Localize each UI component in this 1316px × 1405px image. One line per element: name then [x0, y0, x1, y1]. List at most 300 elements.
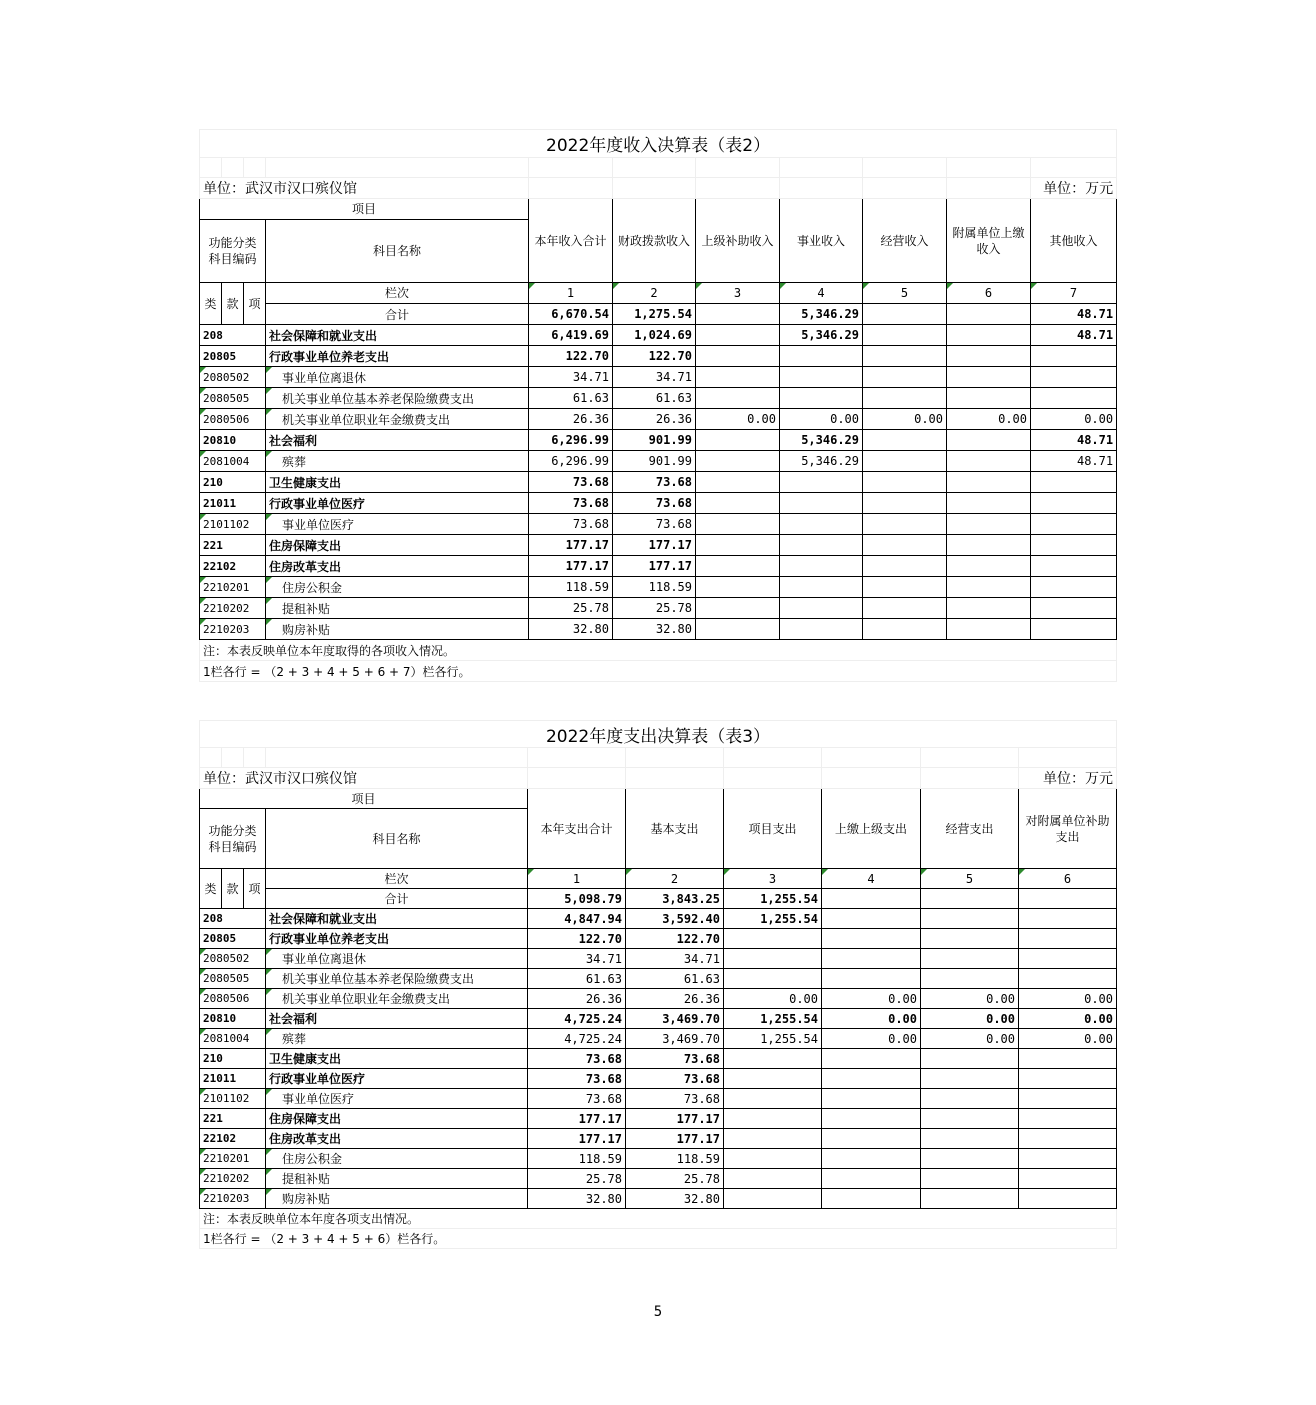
expense-row-value	[921, 1169, 1019, 1189]
expense-row-name: 卫生健康支出	[266, 1049, 528, 1069]
income-row-value	[696, 598, 780, 619]
income-row-value	[696, 430, 780, 451]
expense-row-name: 住房改革支出	[266, 1129, 528, 1149]
expense-row-code: 208	[200, 909, 266, 929]
expense-row-value	[1019, 1089, 1117, 1109]
income-row-name: 机关事业单位基本养老保险缴费支出	[266, 388, 529, 409]
expense-row-code: 2210201	[200, 1149, 266, 1169]
expense-row-name: 行政事业单位医疗	[266, 1069, 528, 1089]
income-row-code: 2080505	[200, 388, 266, 409]
income-row-value	[947, 430, 1031, 451]
expense-table-row	[200, 1109, 1117, 1129]
income-header-lanci: 栏次	[266, 283, 529, 304]
expense-table-row	[200, 909, 1117, 929]
expense-col-1-number: 1	[528, 869, 626, 889]
income-row-value	[1031, 514, 1117, 535]
income-row-name: 殡葬	[266, 451, 529, 472]
income-row-value	[696, 388, 780, 409]
expense-unit-right: 单位：万元	[1019, 768, 1117, 789]
income-row-value: 48.71	[1031, 451, 1117, 472]
income-row-code: 2080506	[200, 409, 266, 430]
income-row-value	[863, 325, 947, 346]
expense-row-value	[921, 929, 1019, 949]
income-row-value: 32.80	[613, 619, 696, 640]
income-row-value: 25.78	[613, 598, 696, 619]
income-table-row	[200, 619, 1117, 640]
income-row-name: 住房保障支出	[266, 535, 529, 556]
expense-row-value: 73.68	[626, 1069, 724, 1089]
income-row-value	[1031, 556, 1117, 577]
expense-note-1: 注：本表反映单位本年度各项支出情况。	[200, 1209, 1117, 1229]
income-row-value: 1,024.69	[613, 325, 696, 346]
income-row-value: 901.99	[613, 451, 696, 472]
expense-row-value: 118.59	[626, 1149, 724, 1169]
expense-col-4-number: 4	[822, 869, 921, 889]
income-row-name: 提租补贴	[266, 598, 529, 619]
expense-row-value	[724, 929, 822, 949]
expense-row-value	[724, 1189, 822, 1209]
income-row-value: 34.71	[529, 367, 613, 388]
expense-row-code: 2081004	[200, 1029, 266, 1049]
income-row-code: 22102	[200, 556, 266, 577]
expense-row-code: 2210202	[200, 1169, 266, 1189]
expense-table-row	[200, 1089, 1117, 1109]
expense-row-value	[724, 1169, 822, 1189]
income-row-value: 6,296.99	[529, 451, 613, 472]
expense-row-value: 1,255.54	[724, 1009, 822, 1029]
income-row-value: 61.63	[613, 388, 696, 409]
income-total-value	[696, 304, 780, 325]
income-table-row	[200, 367, 1117, 388]
expense-table-row	[200, 969, 1117, 989]
expense-col-2-number: 2	[626, 869, 724, 889]
expense-row-name: 事业单位医疗	[266, 1089, 528, 1109]
income-table-row	[200, 514, 1117, 535]
expense-row-value	[724, 949, 822, 969]
expense-row-value	[1019, 1129, 1117, 1149]
expense-row-value: 1,255.54	[724, 909, 822, 929]
expense-total-value	[822, 889, 921, 909]
expense-total-label: 合计	[266, 889, 528, 909]
expense-row-code: 21011	[200, 1069, 266, 1089]
expense-row-value	[921, 909, 1019, 929]
expense-row-value: 3,469.70	[626, 1029, 724, 1049]
income-row-value	[696, 346, 780, 367]
expense-header-xiang: 项	[244, 869, 266, 909]
expense-row-value	[1019, 1169, 1117, 1189]
income-row-value	[947, 535, 1031, 556]
expense-row-value: 3,469.70	[626, 1009, 724, 1029]
income-total-value: 1,275.54	[613, 304, 696, 325]
income-row-value	[780, 619, 863, 640]
income-row-value	[696, 619, 780, 640]
income-table-row	[200, 535, 1117, 556]
expense-table-row	[200, 1009, 1117, 1029]
expense-row-value: 4,725.24	[528, 1009, 626, 1029]
expense-row-value: 34.71	[626, 949, 724, 969]
income-row-code: 208	[200, 325, 266, 346]
income-row-value	[780, 577, 863, 598]
income-row-name: 机关事业单位职业年金缴费支出	[266, 409, 529, 430]
income-row-value	[780, 493, 863, 514]
expense-row-value: 0.00	[921, 1029, 1019, 1049]
expense-row-value	[724, 1109, 822, 1129]
income-row-value: 118.59	[613, 577, 696, 598]
expense-row-value	[724, 1049, 822, 1069]
income-table-row	[200, 577, 1117, 598]
expense-col-4-header: 上缴上级支出	[822, 789, 921, 869]
expense-row-code: 210	[200, 1049, 266, 1069]
expense-col-3-header: 项目支出	[724, 789, 822, 869]
expense-total-value: 5,098.79	[528, 889, 626, 909]
expense-col-2-header: 基本支出	[626, 789, 724, 869]
income-table-row	[200, 346, 1117, 367]
income-col-2-number: 2	[613, 283, 696, 304]
expense-row-value: 73.68	[626, 1049, 724, 1069]
income-col-1-number: 1	[529, 283, 613, 304]
expense-row-name: 社会福利	[266, 1009, 528, 1029]
income-row-value: 0.00	[696, 409, 780, 430]
expense-header-lei: 类	[200, 869, 222, 909]
expense-row-value: 0.00	[1019, 989, 1117, 1009]
income-row-name: 卫生健康支出	[266, 472, 529, 493]
expense-row-name: 机关事业单位基本养老保险缴费支出	[266, 969, 528, 989]
expense-header-name: 科目名称	[266, 809, 528, 869]
expense-header-kuan: 款	[222, 869, 244, 909]
income-row-value: 177.17	[613, 535, 696, 556]
income-row-value	[1031, 535, 1117, 556]
expense-table-title: 2022年度支出决算表（表3）	[200, 721, 1117, 748]
expense-row-value: 25.78	[528, 1169, 626, 1189]
income-header-code: 功能分类 科目编码	[200, 220, 266, 283]
expense-row-value: 177.17	[528, 1109, 626, 1129]
income-row-value	[1031, 577, 1117, 598]
income-row-name: 事业单位离退休	[266, 367, 529, 388]
income-table-row	[200, 388, 1117, 409]
income-row-value	[863, 346, 947, 367]
income-row-value: 26.36	[529, 409, 613, 430]
income-row-value	[863, 472, 947, 493]
expense-row-value: 0.00	[921, 1009, 1019, 1029]
expense-row-code: 20810	[200, 1009, 266, 1029]
expense-total-value	[1019, 889, 1117, 909]
income-row-value	[780, 556, 863, 577]
income-row-value	[780, 472, 863, 493]
income-col-3-header: 上级补助收入	[696, 199, 780, 283]
income-total-value	[863, 304, 947, 325]
expense-row-value: 32.80	[626, 1189, 724, 1209]
income-row-value: 5,346.29	[780, 451, 863, 472]
expense-row-value	[921, 1149, 1019, 1169]
income-row-value	[863, 430, 947, 451]
income-row-code: 2210203	[200, 619, 266, 640]
income-row-value: 73.68	[529, 472, 613, 493]
income-header-kuan: 款	[222, 283, 244, 325]
expense-col-3-number: 3	[724, 869, 822, 889]
expense-table-row	[200, 1169, 1117, 1189]
income-row-name: 事业单位医疗	[266, 514, 529, 535]
expense-row-value	[822, 1089, 921, 1109]
expense-row-value	[1019, 1069, 1117, 1089]
expense-row-name: 提租补贴	[266, 1169, 528, 1189]
income-row-value	[1031, 619, 1117, 640]
income-row-value: 0.00	[1031, 409, 1117, 430]
expense-table-row	[200, 1129, 1117, 1149]
expense-row-value	[921, 1109, 1019, 1129]
income-row-value	[947, 598, 1031, 619]
expense-col-5-header: 经营支出	[921, 789, 1019, 869]
expense-row-value	[1019, 1049, 1117, 1069]
expense-row-value	[921, 1189, 1019, 1209]
expense-row-code: 2080505	[200, 969, 266, 989]
expense-total-value: 3,843.25	[626, 889, 724, 909]
expense-row-value: 26.36	[626, 989, 724, 1009]
expense-row-code: 221	[200, 1109, 266, 1129]
income-row-value: 48.71	[1031, 325, 1117, 346]
expense-row-value: 0.00	[921, 989, 1019, 1009]
income-row-value	[1031, 388, 1117, 409]
income-row-code: 2080502	[200, 367, 266, 388]
expense-col-6-header: 对附属单位补助支出	[1019, 789, 1117, 869]
expense-row-value	[1019, 969, 1117, 989]
income-row-value: 177.17	[529, 535, 613, 556]
income-row-name: 住房公积金	[266, 577, 529, 598]
income-col-3-number: 3	[696, 283, 780, 304]
income-row-value	[947, 577, 1031, 598]
expense-row-value: 177.17	[626, 1109, 724, 1129]
income-row-value	[947, 619, 1031, 640]
income-table-sheet	[199, 129, 1116, 682]
expense-row-value: 61.63	[626, 969, 724, 989]
expense-table-row	[200, 1189, 1117, 1209]
expense-row-value	[724, 1129, 822, 1149]
expense-row-value	[822, 1169, 921, 1189]
income-row-code: 210	[200, 472, 266, 493]
income-total-value	[947, 304, 1031, 325]
income-row-value: 48.71	[1031, 430, 1117, 451]
expense-row-value: 25.78	[626, 1169, 724, 1189]
expense-row-value: 0.00	[1019, 1029, 1117, 1049]
income-table-row	[200, 325, 1117, 346]
income-col-7-header: 其他收入	[1031, 199, 1117, 283]
expense-row-value: 73.68	[626, 1089, 724, 1109]
income-col-4-number: 4	[780, 283, 863, 304]
expense-row-value: 4,725.24	[528, 1029, 626, 1049]
income-row-name: 社会保障和就业支出	[266, 325, 529, 346]
expense-row-value: 73.68	[528, 1069, 626, 1089]
income-row-code: 221	[200, 535, 266, 556]
expense-row-value	[724, 1149, 822, 1169]
expense-row-name: 机关事业单位职业年金缴费支出	[266, 989, 528, 1009]
income-row-value	[696, 493, 780, 514]
income-row-value: 177.17	[613, 556, 696, 577]
income-header-name: 科目名称	[266, 220, 529, 283]
expense-row-value: 32.80	[528, 1189, 626, 1209]
expense-table-row	[200, 1069, 1117, 1089]
income-row-value: 6,296.99	[529, 430, 613, 451]
income-row-value: 177.17	[529, 556, 613, 577]
income-table-body	[200, 325, 1117, 640]
income-note-1: 注：本表反映单位本年度取得的各项收入情况。	[200, 640, 1117, 661]
expense-row-value	[822, 929, 921, 949]
expense-row-value	[921, 1089, 1019, 1109]
income-row-value: 61.63	[529, 388, 613, 409]
expense-table-row	[200, 949, 1117, 969]
income-row-value	[696, 514, 780, 535]
income-table-row	[200, 493, 1117, 514]
income-row-value	[947, 472, 1031, 493]
income-row-value: 34.71	[613, 367, 696, 388]
income-row-value	[1031, 367, 1117, 388]
expense-row-value: 118.59	[528, 1149, 626, 1169]
expense-table	[199, 720, 1117, 1249]
expense-table-body	[200, 909, 1117, 1209]
income-total-label: 合计	[266, 304, 529, 325]
expense-row-value	[1019, 1149, 1117, 1169]
expense-row-value	[822, 1189, 921, 1209]
income-header-item: 项目	[200, 199, 529, 220]
expense-row-code: 2210203	[200, 1189, 266, 1209]
income-total-value: 5,346.29	[780, 304, 863, 325]
expense-row-value: 3,592.40	[626, 909, 724, 929]
income-row-value: 122.70	[613, 346, 696, 367]
expense-row-value	[822, 1149, 921, 1169]
income-row-value: 73.68	[529, 493, 613, 514]
income-col-2-header: 财政拨款收入	[613, 199, 696, 283]
income-row-name: 住房改革支出	[266, 556, 529, 577]
expense-table-row	[200, 1029, 1117, 1049]
income-row-value	[863, 577, 947, 598]
income-row-value: 0.00	[863, 409, 947, 430]
income-row-value: 5,346.29	[780, 430, 863, 451]
income-row-name: 行政事业单位医疗	[266, 493, 529, 514]
income-total-value: 48.71	[1031, 304, 1117, 325]
expense-table-row	[200, 1049, 1117, 1069]
expense-row-name: 住房公积金	[266, 1149, 528, 1169]
income-col-6-header: 附属单位上缴收入	[947, 199, 1031, 283]
expense-row-value	[1019, 909, 1117, 929]
expense-row-value: 34.71	[528, 949, 626, 969]
expense-note-2: 1栏各行 = （2 + 3 + 4 + 5 + 6）栏各行。	[200, 1229, 1117, 1249]
expense-row-value: 0.00	[822, 1029, 921, 1049]
expense-row-value: 0.00	[822, 989, 921, 1009]
income-row-value	[863, 493, 947, 514]
income-row-value	[947, 367, 1031, 388]
expense-row-value	[822, 1049, 921, 1069]
expense-row-value	[1019, 949, 1117, 969]
income-unit-left: 单位：武汉市汉口殡仪馆	[200, 178, 529, 199]
expense-row-value: 26.36	[528, 989, 626, 1009]
expense-header-code: 功能分类 科目编码	[200, 809, 266, 869]
income-row-code: 2210202	[200, 598, 266, 619]
expense-row-value	[921, 1069, 1019, 1089]
expense-row-name: 购房补贴	[266, 1189, 528, 1209]
expense-row-name: 行政事业单位养老支出	[266, 929, 528, 949]
income-table-row	[200, 430, 1117, 451]
expense-row-name: 事业单位离退休	[266, 949, 528, 969]
expense-row-value: 73.68	[528, 1089, 626, 1109]
income-row-value: 73.68	[613, 472, 696, 493]
income-row-value: 32.80	[529, 619, 613, 640]
expense-row-name: 殡葬	[266, 1029, 528, 1049]
expense-row-value	[724, 969, 822, 989]
income-row-value	[947, 493, 1031, 514]
expense-table-row	[200, 1149, 1117, 1169]
expense-row-value	[1019, 1109, 1117, 1129]
income-row-value: 901.99	[613, 430, 696, 451]
income-row-value	[696, 451, 780, 472]
expense-row-value	[921, 949, 1019, 969]
income-row-name: 行政事业单位养老支出	[266, 346, 529, 367]
income-row-value	[696, 556, 780, 577]
expense-row-value: 122.70	[528, 929, 626, 949]
income-row-value	[1031, 598, 1117, 619]
expense-row-value: 0.00	[822, 1009, 921, 1029]
income-row-value: 5,346.29	[780, 325, 863, 346]
income-row-value: 73.68	[529, 514, 613, 535]
income-note-2: 1栏各行 = （2 + 3 + 4 + 5 + 6 + 7）栏各行。	[200, 661, 1117, 682]
income-row-value	[780, 514, 863, 535]
income-row-value	[947, 514, 1031, 535]
income-row-code: 20810	[200, 430, 266, 451]
expense-row-value	[921, 1129, 1019, 1149]
expense-col-6-number: 6	[1019, 869, 1117, 889]
income-row-code: 20805	[200, 346, 266, 367]
income-row-value	[863, 619, 947, 640]
expense-row-value	[822, 1129, 921, 1149]
expense-row-value	[1019, 1189, 1117, 1209]
income-row-value: 25.78	[529, 598, 613, 619]
expense-row-code: 22102	[200, 1129, 266, 1149]
expense-row-value	[921, 969, 1019, 989]
expense-row-value	[724, 1069, 822, 1089]
income-row-value	[863, 367, 947, 388]
income-total-value: 6,670.54	[529, 304, 613, 325]
income-row-value	[863, 598, 947, 619]
income-table-row	[200, 598, 1117, 619]
income-row-value	[947, 388, 1031, 409]
income-row-value	[1031, 472, 1117, 493]
income-row-value: 73.68	[613, 514, 696, 535]
expense-table-row	[200, 989, 1117, 1009]
income-row-value	[1031, 346, 1117, 367]
income-row-value: 122.70	[529, 346, 613, 367]
income-col-7-number: 7	[1031, 283, 1117, 304]
income-table-title: 2022年度收入决算表（表2）	[200, 130, 1117, 158]
income-row-value	[863, 388, 947, 409]
income-table-row	[200, 409, 1117, 430]
income-row-value	[947, 556, 1031, 577]
income-row-value	[696, 472, 780, 493]
expense-row-value: 0.00	[1019, 1009, 1117, 1029]
income-row-value	[863, 556, 947, 577]
expense-row-value: 4,847.94	[528, 909, 626, 929]
income-row-value	[696, 577, 780, 598]
expense-total-value: 1,255.54	[724, 889, 822, 909]
expense-table-row	[200, 929, 1117, 949]
income-row-value	[780, 388, 863, 409]
expense-row-value	[822, 909, 921, 929]
income-row-value	[947, 325, 1031, 346]
income-row-value	[863, 514, 947, 535]
income-row-value	[696, 367, 780, 388]
income-table-row	[200, 556, 1117, 577]
income-row-code: 2081004	[200, 451, 266, 472]
expense-row-value	[921, 1049, 1019, 1069]
income-row-code: 21011	[200, 493, 266, 514]
expense-row-value	[1019, 929, 1117, 949]
income-row-name: 购房补贴	[266, 619, 529, 640]
